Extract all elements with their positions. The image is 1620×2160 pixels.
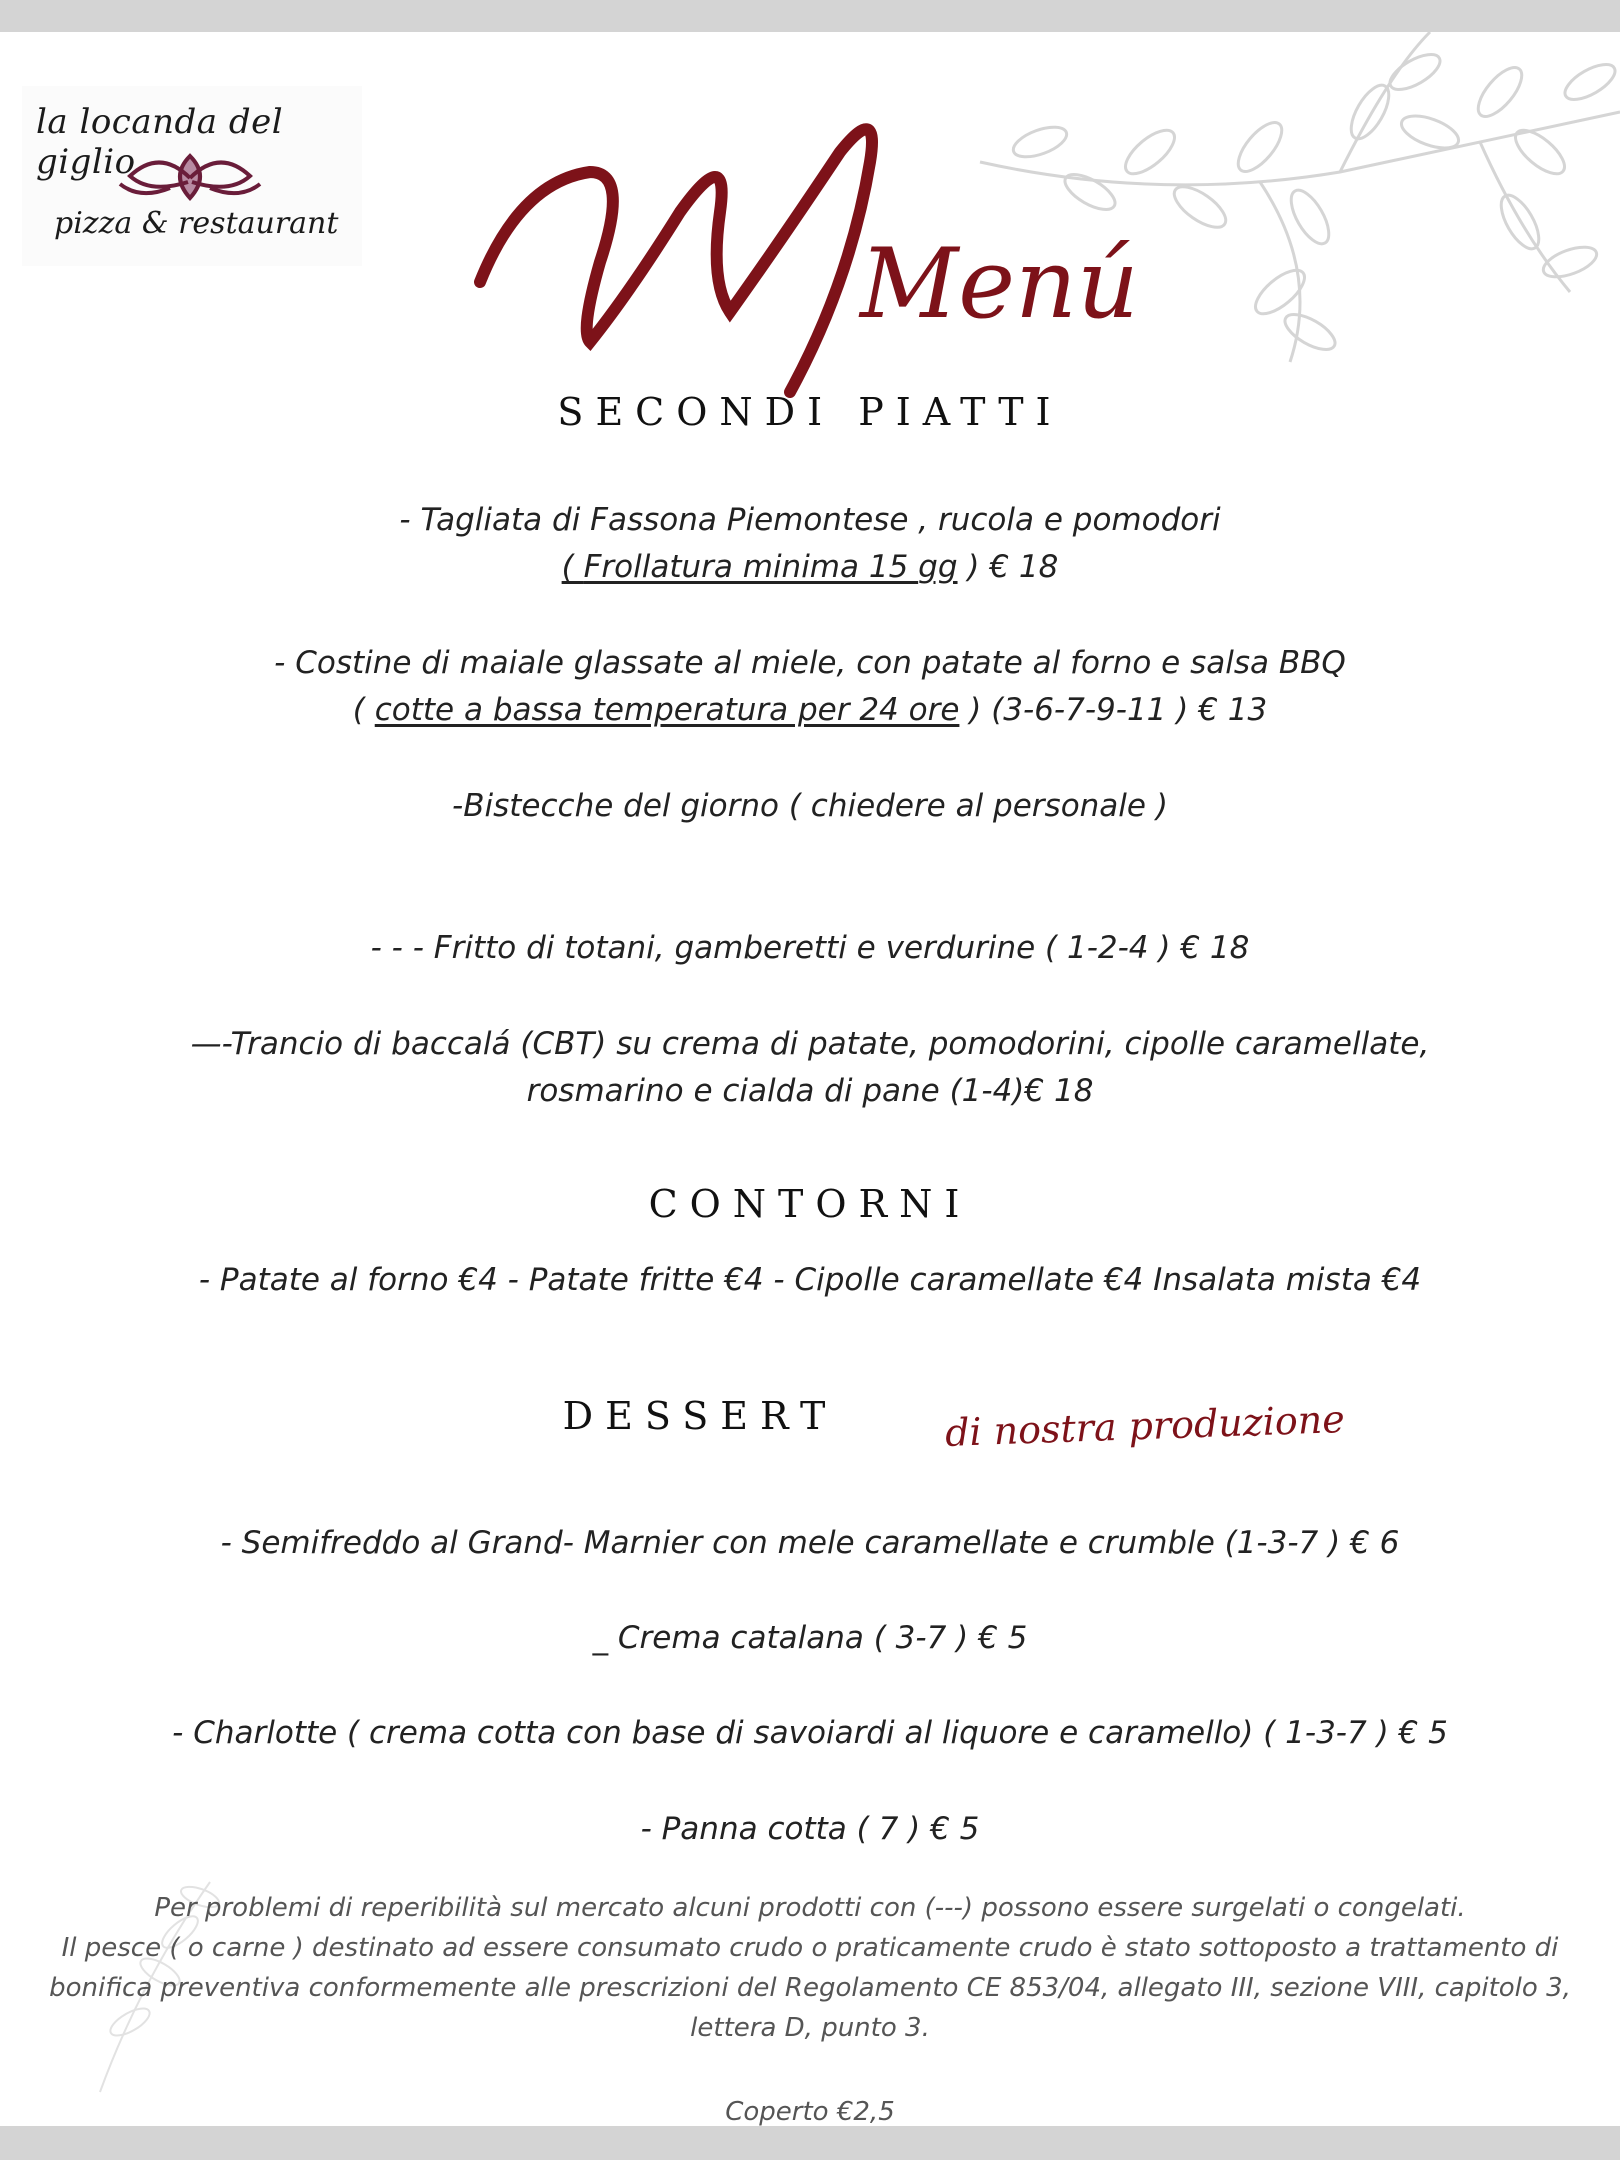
menu-item-trancio: —-Trancio di baccalá (CBT) su crema di patate, pomodorini, cipolle caramellate, [190, 1026, 1430, 1062]
dessert-item-panna: - Panna cotta ( 7 ) € 5 [640, 1811, 980, 1847]
logo-name: la locanda del giglio [36, 102, 284, 182]
contorni-list: - Patate al forno €4 - Patate fritte €4 - Cipolle caramellate €4 Insalata mista €4 [198, 1262, 1422, 1298]
menu-item-line: - Tagliata di Fassona Piemontese , rucola e pomodori [399, 502, 1221, 538]
allergen-notice [0, 1888, 1620, 2048]
dessert-note: di nostra produzione [944, 1397, 1346, 1455]
dessert-item-charlotte: - Charlotte ( crema cotta con base di savoiardi al liquore e caramello) ( 1-3-7 ) € 5 [172, 1715, 1448, 1751]
menu-item-tagliata-detail: ( Frollatura minima 15 gg ) € 18 [561, 549, 1059, 585]
dessert-heading: DESSERT [562, 1394, 838, 1438]
notice-line: Per problemi di reperibilità sul mercato alcuni prodotti con (---) possono essere surgelati o congelati. [154, 1893, 1466, 1923]
dessert-item-semifreddo: - Semifreddo al Grand- Marnier con mele caramellate e crumble (1-3-7 ) € 6 [220, 1525, 1400, 1561]
notice-line: Il pesce ( o carne ) destinato ad essere consumato crudo o praticamente crudo è stato sottoposto a trattamento di [61, 1933, 1559, 1963]
lily-ornament-icon [110, 148, 270, 206]
menu-item-bistecche: -Bistecche del giorno ( chiedere al personale ) [452, 788, 1168, 824]
contorni-heading: CONTORNI [648, 1182, 972, 1226]
restaurant-logo [22, 86, 362, 266]
menu-item-costine [0, 645, 1620, 681]
menu-item-costine-detail: ( cotte a bassa temperatura per 24 ore ) (3-6-7-9-11 ) € 13 [352, 692, 1268, 728]
menu-page [0, 32, 1620, 2126]
menu-item-tagliata [0, 502, 1620, 538]
logo-tagline: pizza & restaurant [54, 206, 339, 241]
notice-line: lettera D, punto 3. [690, 2013, 930, 2043]
menu-item-fritto: - - - Fritto di totani, gamberetti e verdurine ( 1-2-4 ) € 18 [370, 930, 1250, 966]
menu-item-trancio-detail: rosmarino e cialda di pane (1-4)€ 18 [526, 1073, 1094, 1109]
notice-line: bonifica preventiva conformemente alle prescrizioni del Regolamento CE 853/04, allegato III, sezione VIII, capitolo 3, [49, 1973, 1571, 2003]
dessert-item-crema: _ Crema catalana ( 3-7 ) € 5 [592, 1620, 1028, 1656]
secondi-heading: SECONDI PIATTI [557, 390, 1063, 434]
coperto-price: Coperto €2,5 [725, 2097, 895, 2127]
menu-item-line: - Costine di maiale glassate al miele, con patate al forno e salsa BBQ [274, 645, 1346, 681]
menu-title-text: Menú [860, 228, 1139, 340]
